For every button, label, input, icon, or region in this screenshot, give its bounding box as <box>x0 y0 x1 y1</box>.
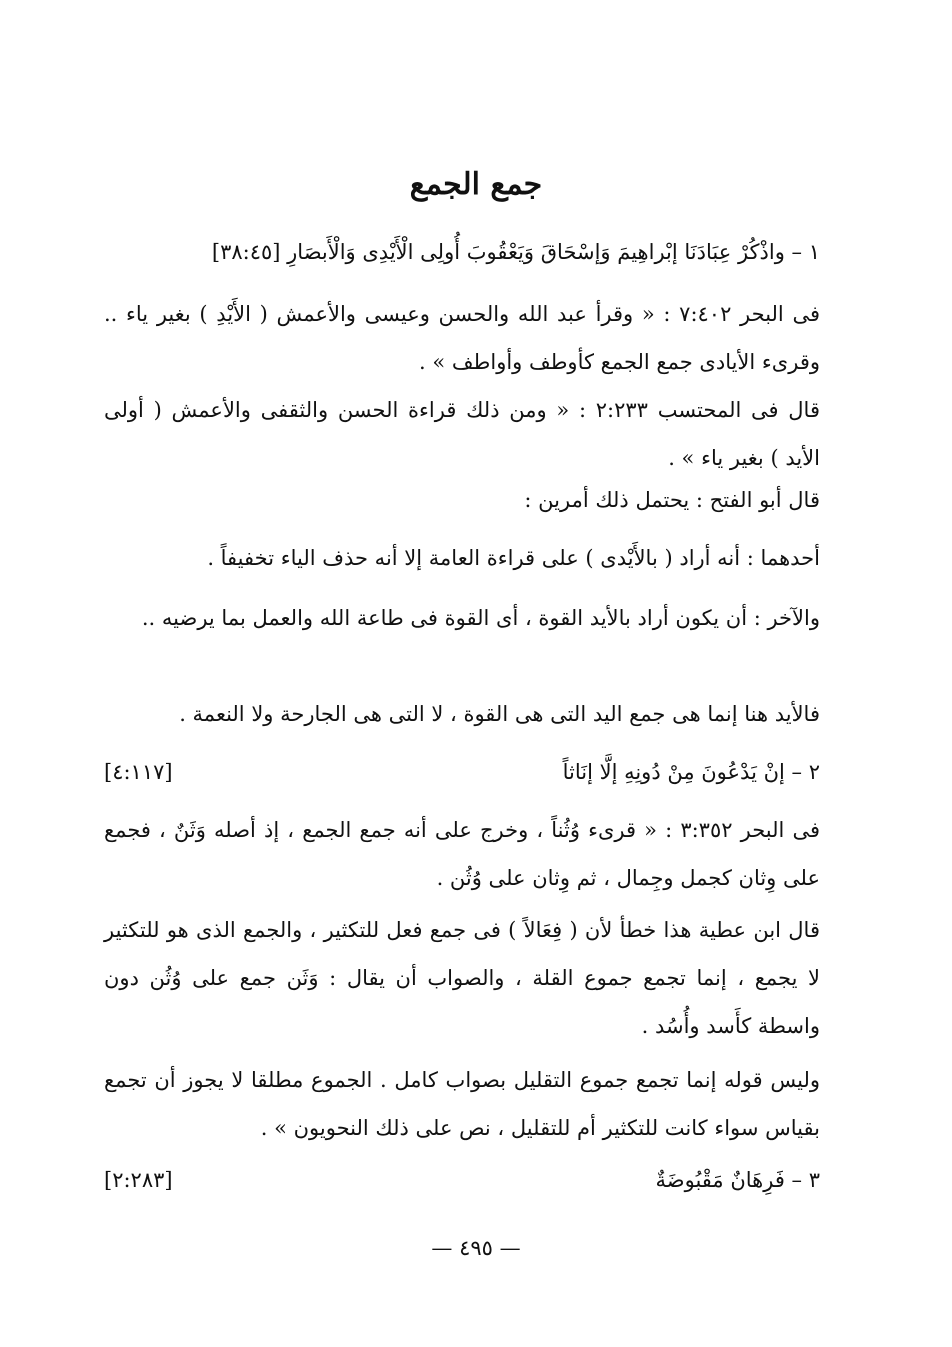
entry-1-paragraph-5: والآخر : أن يكون أراد بالأيد القوة ، أى القوة فى طاعة الله والعمل بما يرضيه .. <box>141 606 820 630</box>
entry-2-reference: [٤:١١٧] <box>104 760 173 784</box>
entry-2-verse-line <box>104 748 820 796</box>
entry-1-paragraph-1: فى البحر ٧:٤٠٢ : « وقرأ عبد الله والحسن وعيسى والأعمش ( الأَيْدِ ) بغير ياء .. وقرىء الأيادى جمع الجمع كأوطف وأواطف » . <box>104 302 820 374</box>
entry-2-paragraph-3: وليس قوله إنما تجمع جموع التقليل بصواب كامل . الجموع مطلقا لا يجوز أن تجمع بقياس سواء كانت للتكثير أم للتقليل ، نص على ذلك النحويون » . <box>104 1068 820 1140</box>
entry-2-verse: ٢ – إنْ يَدْعُونَ مِنْ دُونِهِ إلَّا إنَاثاً <box>562 760 820 784</box>
entry-1-paragraph-2: قال فى المحتسب ٢:٢٣٣ : « ومن ذلك قراءة الحسن والثقفى والأعمش ( أولى الأيد ) بغير ياء » . <box>104 398 820 470</box>
entry-2-paragraph-1: فى البحر ٣:٣٥٢ : « قرىء وُثُناً ، وخرج على أنه جمع الجمع ، إذ أصله وَثَنٌ ، فجمع على وِثان كجمل وجِمال ، ثم وِثان على وُثُن . <box>104 818 821 890</box>
section-heading: جمع الجمع <box>409 167 543 202</box>
page-number: — ٤٩٥ — <box>431 1236 521 1260</box>
entry-3-verse: ٣ – فَرِهَانٌ مَقْبُوضَةٌ <box>655 1168 820 1192</box>
entry-1-paragraph-4: أحدهما : أنه أراد ( بالأَيْدى ) على قراءة العامة إلا أنه حذف الياء تخفيفاً . <box>207 546 820 570</box>
entry-3-verse-line <box>104 1156 820 1204</box>
entry-2-paragraph-2: قال ابن عطية هذا خطأ لأن ( فِعَالاً ) فى جمع فعل للتكثير ، والجمع الذى هو للتكثير لا يجمع ، إنما تجمع جموع القلة ، والصواب أن يقال : وَثَن جمع على وُثُن دون واسطة كأَسد وأُسُد . <box>104 918 820 1038</box>
entry-1-paragraph-6: فالأيد هنا إنما هى جمع اليد التى هى القوة ، لا التى هى الجارحة ولا النعمة . <box>179 702 820 726</box>
entry-1-verse: ١ – واذْكُرْ عِبَادَنَا إبْراهِيمَ وَإسْحَاقَ وَيَعْقُوبَ أُولِى الْأَيْدِى وَالْأَبصَارِ [٣٨:٤٥] <box>211 240 820 264</box>
entry-1-paragraph-3: قال أبو الفتح : يحتمل ذلك أمرين : <box>524 488 820 512</box>
entry-3-reference: [٢:٢٨٣] <box>104 1168 173 1192</box>
